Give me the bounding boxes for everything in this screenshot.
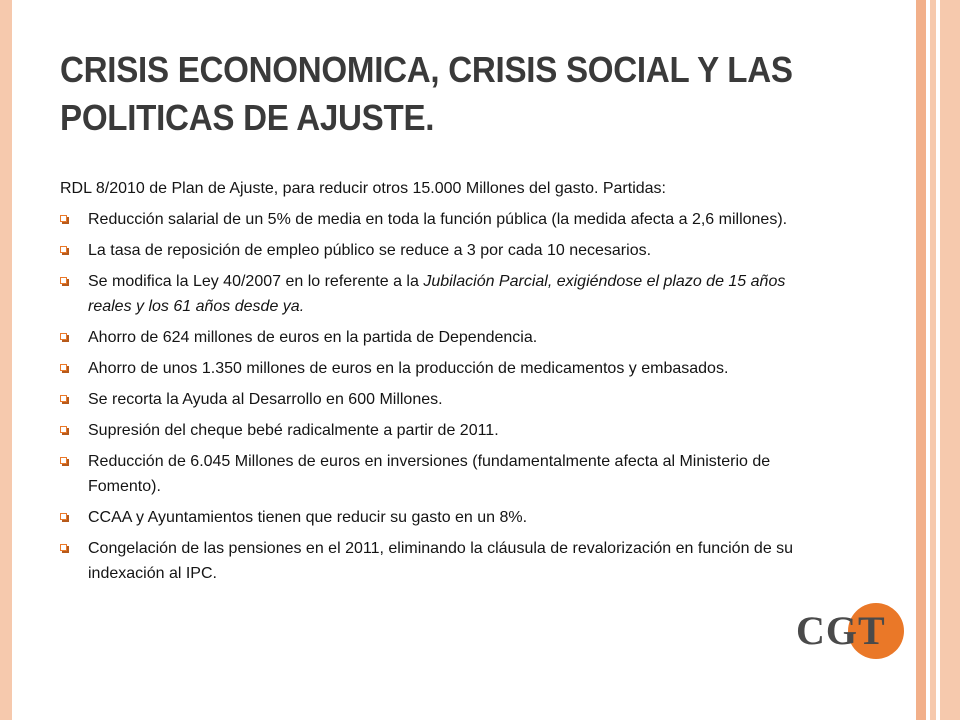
stripe (930, 0, 936, 720)
bullet-text: Reducción de 6.045 Millones de euros en inversiones (fundamentalmente afecta al Ministerio de Fomento). (88, 453, 771, 495)
list-item (60, 418, 820, 443)
list-item (60, 325, 820, 350)
bullet-text: Ahorro de unos 1.350 millones de euros en la producción de medicamentos y embasados. (88, 360, 729, 377)
list-item (60, 207, 820, 232)
cgt-logo (796, 603, 916, 659)
list-item (60, 449, 820, 499)
slide-title: CRISIS ECONONOMICA, CRISIS SOCIAL Y LAS POLITICAS DE AJUSTE. (60, 49, 793, 138)
list-item (60, 505, 820, 530)
list-item (60, 387, 820, 412)
right-decorative-stripes (916, 0, 960, 720)
bullet-text-italic: Jubilación Parcial, exigiéndose el plazo de 15 años reales y los 61 años desde ya. (88, 273, 786, 315)
list-item (60, 269, 820, 319)
left-decorative-border (0, 0, 12, 720)
list-item (60, 536, 820, 586)
square-bullet-icon (60, 277, 67, 284)
square-bullet-icon (60, 333, 67, 340)
bullet-text: Supresión del cheque bebé radicalmente a partir de 2011. (88, 422, 499, 439)
bullet-text: Se recorta la Ayuda al Desarrollo en 600 Millones. (88, 391, 443, 408)
bullet-text: La tasa de reposición de empleo público se reduce a 3 por cada 10 necesarios. (88, 242, 652, 259)
square-bullet-icon (60, 426, 67, 433)
square-bullet-icon (60, 457, 67, 464)
list-item (60, 356, 820, 381)
intro-text: RDL 8/2010 de Plan de Ajuste, para reducir otros 15.000 Millones del gasto. Partidas: (60, 180, 666, 197)
bullet-list (60, 207, 820, 586)
square-bullet-icon (60, 544, 67, 551)
bullet-text: CCAA y Ayuntamientos tienen que reducir su gasto en un 8%. (88, 509, 528, 526)
slide-content (60, 176, 820, 592)
logo-text: CGT (796, 608, 886, 653)
bullet-text: Ahorro de 624 millones de euros en la partida de Dependencia. (88, 329, 538, 346)
square-bullet-icon (60, 513, 67, 520)
stripe (916, 0, 926, 720)
list-item (60, 238, 820, 263)
stripe (940, 0, 960, 720)
bullet-text: Congelación de las pensiones en el 2011, eliminando la cláusula de revalorización en función de su indexación al IPC. (88, 540, 794, 582)
bullet-text: Se modifica la Ley 40/2007 en lo referente a la (88, 273, 424, 290)
square-bullet-icon (60, 215, 67, 222)
square-bullet-icon (60, 246, 67, 253)
bullet-text: Reducción salarial de un 5% de media en toda la función pública (la medida afecta a 2,6 millones). (88, 211, 788, 228)
square-bullet-icon (60, 364, 67, 371)
square-bullet-icon (60, 395, 67, 402)
